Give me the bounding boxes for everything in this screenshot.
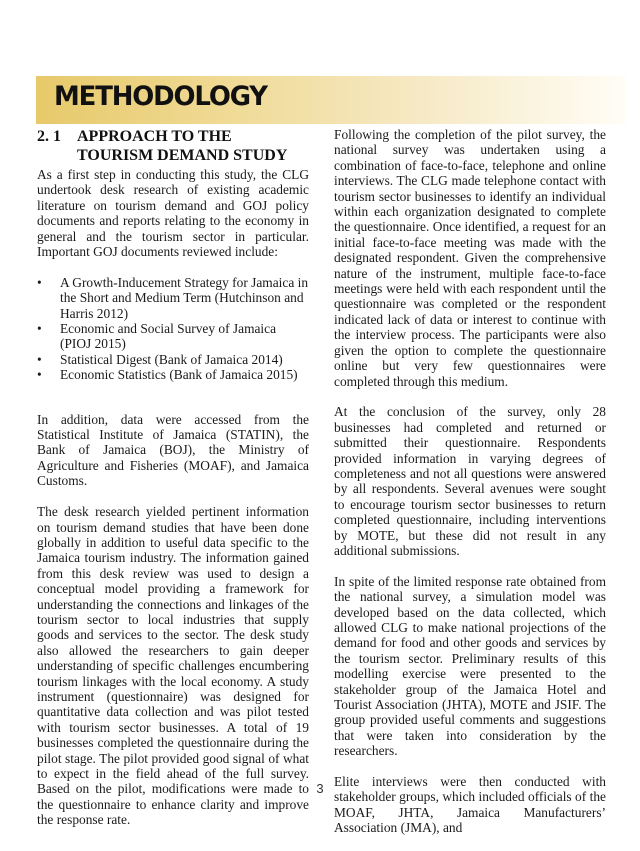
- survey-conclusion-paragraph: At the conclusion of the survey, only 28 businesses had completed and returned or submitted their questionnaire. Respondents provided information in varying degrees of completeness and not all questions were answered by all respondents. Several avenues were sought to encourage tourism sector businesses to return completed questionnaire, including interventions by MOTE, but these did not result in any additional submissions.: [334, 404, 606, 558]
- bullet-icon: •: [37, 367, 42, 383]
- section-heading: [37, 127, 309, 165]
- list-item-text: Economic and Social Survey of Jamaica (PIOJ 2015): [60, 321, 277, 352]
- desk-research-paragraph: The desk research yielded pertinent information on tourism demand studies that have been done globally in addition to useful data specific to the Jamaica tourism industry. The information gained from this desk review was used to design a conceptual model providing a framework for understanding the connections and linkages of the tourism sector to local industries that supply goods and services to the sector. The desk study also allowed the researchers to gain deeper understanding of specific challenges encumbering tourism linkages with the local economy. A study instrument (questionnaire) was designed for quantitative data collection and was pilot tested with tourism sector businesses. A total of 19 businesses completed the questionnaire during the pilot stage. The pilot provided good signal of what to expect in the field ahead of the full survey. Based on the pilot, modifications were made to the questionnaire to enhance clarity and improve the response rate.: [37, 504, 309, 828]
- list-item-text: A Growth-Inducement Strategy for Jamaica in the Short and Medium Term (Hutchinson and Harris 2012): [60, 274, 309, 321]
- section-title: APPROACH TO THE TOURISM DEMAND STUDY: [77, 128, 288, 164]
- simulation-model-paragraph: In spite of the limited response rate obtained from the national survey, a simulation model was developed based on the data collected, which allowed CLG to make national projections of the demand for food and other goods and services by the tourism sector. Preliminary results of this modelling exercise were presented to the stakeholder group of the Jamaica Hotel and Tourist Association (JHTA), MOTE and JSIF. The group provided useful comments and suggestions that were taken into consideration by the researchers.: [334, 573, 606, 759]
- left-column: [37, 127, 309, 843]
- intro-paragraph: As a first step in conducting this study, the CLG undertook desk research of existing academic literature on tourism demand and GOJ policy documents and reports relating to the economy in general and the tourism sector in particular. Important GOJ documents reviewed include:: [37, 167, 309, 260]
- list-item: [37, 367, 309, 382]
- documents-list: [37, 275, 309, 383]
- section-number: 2. 1: [37, 128, 61, 145]
- list-item: [37, 352, 309, 367]
- list-item: [37, 275, 309, 321]
- data-sources-paragraph: In addition, data were accessed from the Statistical Institute of Jamaica (STATIN), the Bank of Jamaica (BOJ), the Ministry of Agriculture and Fisheries (MOAF), and Jamaica Customs.: [37, 411, 309, 489]
- bullet-icon: •: [37, 321, 42, 337]
- list-item-text: Economic Statistics (Bank of Jamaica 2015): [60, 367, 298, 383]
- banner-title: METHODOLOGY: [54, 81, 267, 112]
- list-item: [37, 321, 309, 352]
- elite-interviews-paragraph: Elite interviews were then conducted with stakeholder groups, which included officials of the MOAF, JHTA, Jamaica Manufacturers’ Association (JMA), and: [334, 774, 606, 836]
- bullet-icon: •: [37, 351, 42, 367]
- right-column: [334, 127, 606, 851]
- national-survey-paragraph: Following the completion of the pilot survey, the national survey was undertaken using a combination of face-to-face, telephone and online interviews. The CLG made telephone contact with tourism sector businesses to identify an individual within each organization designated to complete the questionnaire. Once identified, a request for an initial face-to-face meeting was made with the designated respondent. Given the comprehensive nature of the instrument, multiple face-to-face meetings were held with each respondent until the questionnaire was completed or the respondent indicated lack of data or interest to continue with the interview process. The participants were also given the option to complete the questionnaire online but very few questionnaires were completed through this medium.: [334, 127, 606, 389]
- bullet-icon: •: [37, 274, 42, 290]
- page-number: 3: [316, 781, 324, 796]
- list-item-text: Statistical Digest (Bank of Jamaica 2014): [60, 351, 283, 367]
- section-banner: [36, 76, 626, 124]
